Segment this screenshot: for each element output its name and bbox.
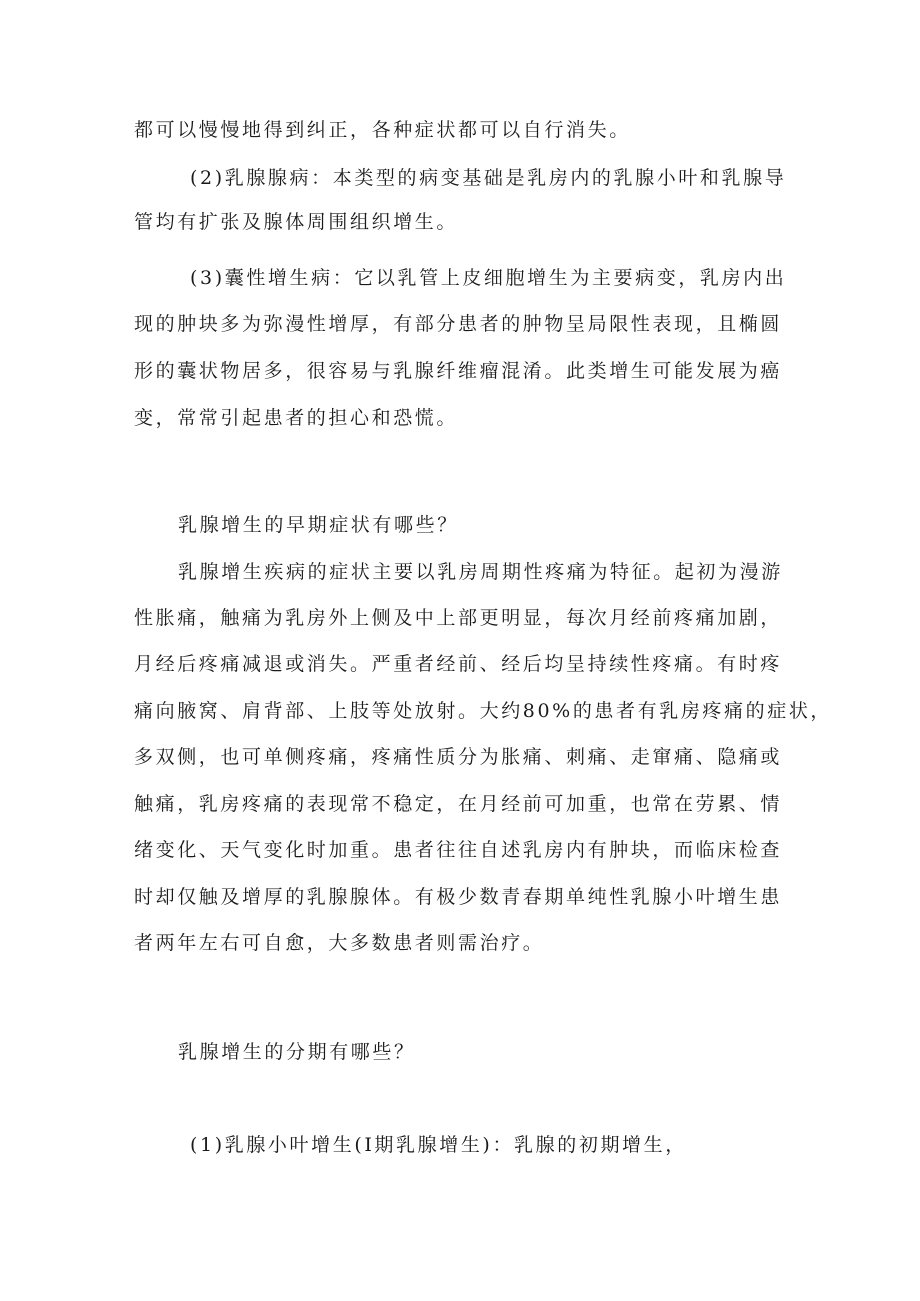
list-item-1-line-1: (1)乳腺小叶增生(I期乳腺增生)：乳腺的初期增生，: [190, 1134, 687, 1156]
symptoms-paragraph-line-9: 者两年左右可自愈，大多数患者则需治疗。: [134, 932, 545, 954]
paragraph-continuation-line: 都可以慢慢地得到纠正，各种症状都可以自行消失。: [134, 119, 631, 141]
list-item-2-line-2: 管均有扩张及腺体周围组织增生。: [134, 211, 459, 233]
list-item-3-line-4: 变，常常引起患者的担心和恐慌。: [134, 407, 459, 429]
symptoms-paragraph-line-3: 月经后疼痛减退或消失。严重者经前、经后均呈持续性疼痛。有时疼: [134, 653, 783, 675]
section-heading-early-symptoms: 乳腺增生的早期症状有哪些？: [178, 514, 459, 536]
list-item-3-line-3: 形的囊状物居多，很容易与乳腺纤维瘤混淆。此类增生可能发展为癌: [134, 360, 783, 382]
symptoms-paragraph-line-6: 触痛，乳房疼痛的表现常不稳定，在月经前可加重，也常在劳累、情: [134, 793, 783, 815]
list-item-3-line-2: 现的肿块多为弥漫性增厚，有部分患者的肿物呈局限性表现，且椭圆: [134, 313, 783, 335]
list-item-3-line-1: (3)囊性增生病：它以乳管上皮细胞增生为主要病变，乳房内出: [190, 267, 787, 289]
list-item-2-line-1: (2)乳腺腺病：本类型的病变基础是乳房内的乳腺小叶和乳腺导: [190, 167, 787, 189]
symptoms-paragraph-line-5: 多双侧，也可单侧疼痛，疼痛性质分为胀痛、刺痛、走窜痛、隐痛或: [134, 746, 783, 768]
symptoms-paragraph-line-8: 时却仅触及增厚的乳腺腺体。有极少数青春期单纯性乳腺小叶增生患: [134, 886, 783, 908]
section-heading-stages: 乳腺增生的分期有哪些？: [178, 1041, 416, 1063]
symptoms-paragraph-line-1: 乳腺增生疾病的症状主要以乳房周期性疼痛为特征。起初为漫游: [178, 561, 783, 583]
symptoms-paragraph-line-4: 痛向腋窝、肩背部、上肢等处放射。大约80%的患者有乳房疼痛的症状，: [134, 700, 833, 722]
symptoms-paragraph-line-7: 绪变化、天气变化时加重。患者往往自述乳房内有肿块，而临床检查: [134, 839, 783, 861]
symptoms-paragraph-line-2: 性胀痛，触痛为乳房外上侧及中上部更明显，每次月经前疼痛加剧，: [134, 607, 783, 629]
